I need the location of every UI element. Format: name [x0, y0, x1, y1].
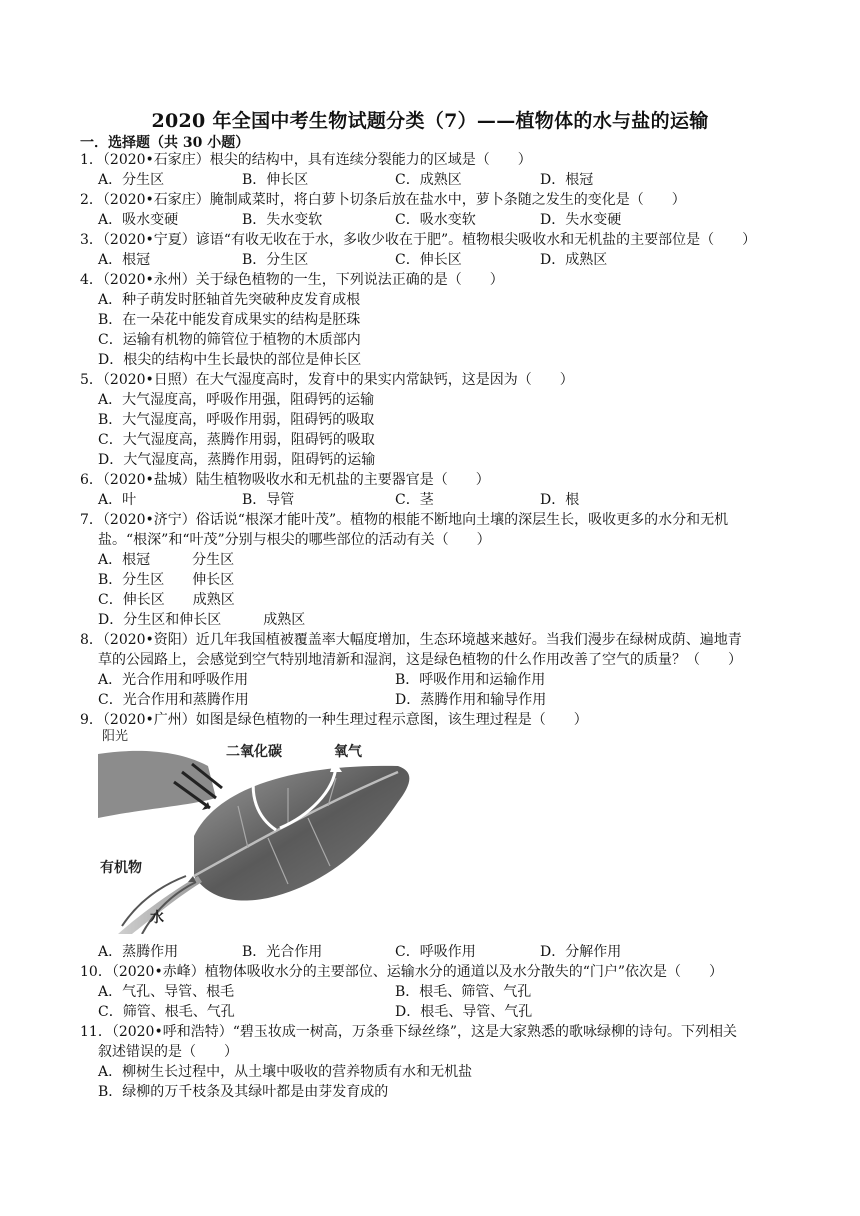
question-5-stem: 5．（2020•日照）在大气湿度高时，发育中的果实内常缺钙，这是因为（ ） — [80, 372, 574, 388]
question-7-option-a: A．根冠 分生区 — [98, 552, 235, 568]
question-5-option-b: B．大气湿度高，呼吸作用弱，阻碍钙的吸取 — [98, 412, 375, 428]
question-7-stem-line-2: 盐。“根深”和“叶茂”分别与根尖的哪些部位的活动有关（ ） — [98, 532, 491, 548]
question-6-option-d: D．根 — [540, 492, 580, 508]
question-8-stem-line-2: 草的公园路上，会感觉到空气特别地清新和湿润，这是绿色植物的什么作用改善了空气的质量？（ ） — [98, 652, 742, 668]
label-o2: 氧气 — [334, 744, 362, 760]
o2-arrow-head-icon — [330, 760, 342, 772]
question-11-option-a: A．柳树生长过程中，从土壤中吸收的营养物质有水和无机盐 — [98, 1064, 473, 1080]
question-6-option-c: C．茎 — [395, 492, 434, 508]
question-2-option-a: A．吸水变硬 — [98, 212, 179, 228]
page-title: 2020 年全国中考生物试题分类（7）——植物体的水与盐的运输 — [151, 110, 709, 132]
question-8-option-a: A．光合作用和呼吸作用 — [98, 672, 249, 688]
question-8-option-d: D．蒸腾作用和输导作用 — [395, 692, 547, 708]
section-heading: 一．选择题（共 30 小题） — [80, 135, 250, 151]
leaf-diagram — [98, 726, 422, 934]
question-3-option-a: A．根冠 — [98, 252, 151, 268]
question-2-option-d: D．失水变硬 — [540, 212, 622, 228]
question-7-option-d: D．分生区和伸长区 成熟区 — [98, 612, 306, 628]
label-water: 水 — [150, 910, 164, 926]
question-1-option-c: C．成熟区 — [395, 172, 462, 188]
question-6-option-b: B．导管 — [242, 492, 295, 508]
question-1-option-a: A．分生区 — [98, 172, 165, 188]
question-8-stem-line-1: 8．（2020•资阳）近几年我国植被覆盖率大幅度增加，生态环境越来越好。当我们漫步在绿树成荫、遍地青 — [80, 632, 742, 648]
leaf-shape — [194, 766, 409, 901]
question-5-option-c: C．大气湿度高，蒸腾作用弱，阻碍钙的吸取 — [98, 432, 375, 448]
question-5-option-a: A．大气湿度高，呼吸作用强，阻碍钙的运输 — [98, 392, 375, 408]
question-9-option-a: A．蒸腾作用 — [98, 944, 179, 960]
question-7-stem-line-1: 7．（2020•济宁）俗话说“根深才能叶茂”。植物的根能不断地向土壤的深层生长，吸收更多的水分和无机 — [80, 512, 729, 528]
question-10-option-b: B．根毛、筛管、气孔 — [395, 984, 532, 1000]
question-6-option-a: A．叶 — [98, 492, 137, 508]
question-2-option-b: B．失水变软 — [242, 212, 323, 228]
label-co2: 二氧化碳 — [226, 744, 282, 760]
question-9-option-c: C．呼吸作用 — [395, 944, 476, 960]
question-1-option-d: D．根冠 — [540, 172, 594, 188]
question-3-option-c: C．伸长区 — [395, 252, 462, 268]
question-10-option-a: A．气孔、导管、根毛 — [98, 984, 235, 1000]
question-1-option-b: B．伸长区 — [242, 172, 309, 188]
question-10-option-c: C．筛管、根毛、气孔 — [98, 1004, 235, 1020]
question-6-stem: 6．（2020•盐城）陆生植物吸收水和无机盐的主要器官是（ ） — [80, 472, 490, 488]
question-4-option-a: A．种子萌发时胚轴首先突破种皮发育成根 — [98, 292, 361, 308]
label-sunlight: 阳光 — [102, 729, 129, 744]
question-7-option-b: B．分生区 伸长区 — [98, 572, 235, 588]
question-3-stem: 3．（2020•宁夏）谚语“有收无收在于水，多收少收在于肥”。植物根尖吸收水和无机盐的主要部位是（ ） — [80, 232, 757, 248]
question-8-option-c: C．光合作用和蒸腾作用 — [98, 692, 249, 708]
question-5-option-d: D．大气湿度高，蒸腾作用弱，阻碍钙的运输 — [98, 452, 376, 468]
question-8-option-b: B．呼吸作用和运输作用 — [395, 672, 546, 688]
question-4-stem: 4．（2020•永州）关于绿色植物的一生，下列说法正确的是（ ） — [80, 272, 504, 288]
question-9-option-b: B．光合作用 — [242, 944, 323, 960]
question-4-option-b: B．在一朵花中能发育成果实的结构是胚珠 — [98, 312, 361, 328]
question-11-stem-line-1: 11．（2020•呼和浩特）“碧玉妆成一树高，万条垂下绿丝绦”，这是大家熟悉的歌咏绿柳的诗句。下列相关 — [80, 1024, 738, 1040]
question-11-option-b: B．绿柳的万千枝条及其绿叶都是由芽发育成的 — [98, 1084, 389, 1100]
question-9-option-d: D．分解作用 — [540, 944, 622, 960]
question-11-stem-line-2: 叙述错误的是（ ） — [98, 1044, 238, 1060]
label-organic: 有机物 — [100, 860, 142, 876]
question-4-option-d: D．根尖的结构中生长最快的部位是伸长区 — [98, 352, 362, 368]
question-10-stem: 10．（2020•赤峰）植物体吸收水分的主要部位、运输水分的通道以及水分散失的“门户”依次是（ ） — [80, 964, 724, 980]
photosynthesis-figure — [98, 726, 422, 934]
question-10-option-d: D．根毛、导管、气孔 — [395, 1004, 533, 1020]
question-4-option-c: C．运输有机物的筛管位于植物的木质部内 — [98, 332, 361, 348]
question-1-stem: 1．（2020•石家庄）根尖的结构中，具有连续分裂能力的区域是（ ） — [80, 152, 532, 168]
question-3-option-d: D．成熟区 — [540, 252, 608, 268]
question-2-option-c: C．吸水变软 — [395, 212, 476, 228]
question-9-stem: 9．（2020•广州）如图是绿色植物的一种生理过程示意图，该生理过程是（ ） — [80, 712, 588, 728]
question-2-stem: 2．（2020•石家庄）腌制咸菜时，将白萝卜切条后放在盐水中，萝卜条随之发生的变化是（ ） — [80, 192, 686, 208]
question-7-option-c: C．伸长区 成熟区 — [98, 592, 235, 608]
question-3-option-b: B．分生区 — [242, 252, 309, 268]
